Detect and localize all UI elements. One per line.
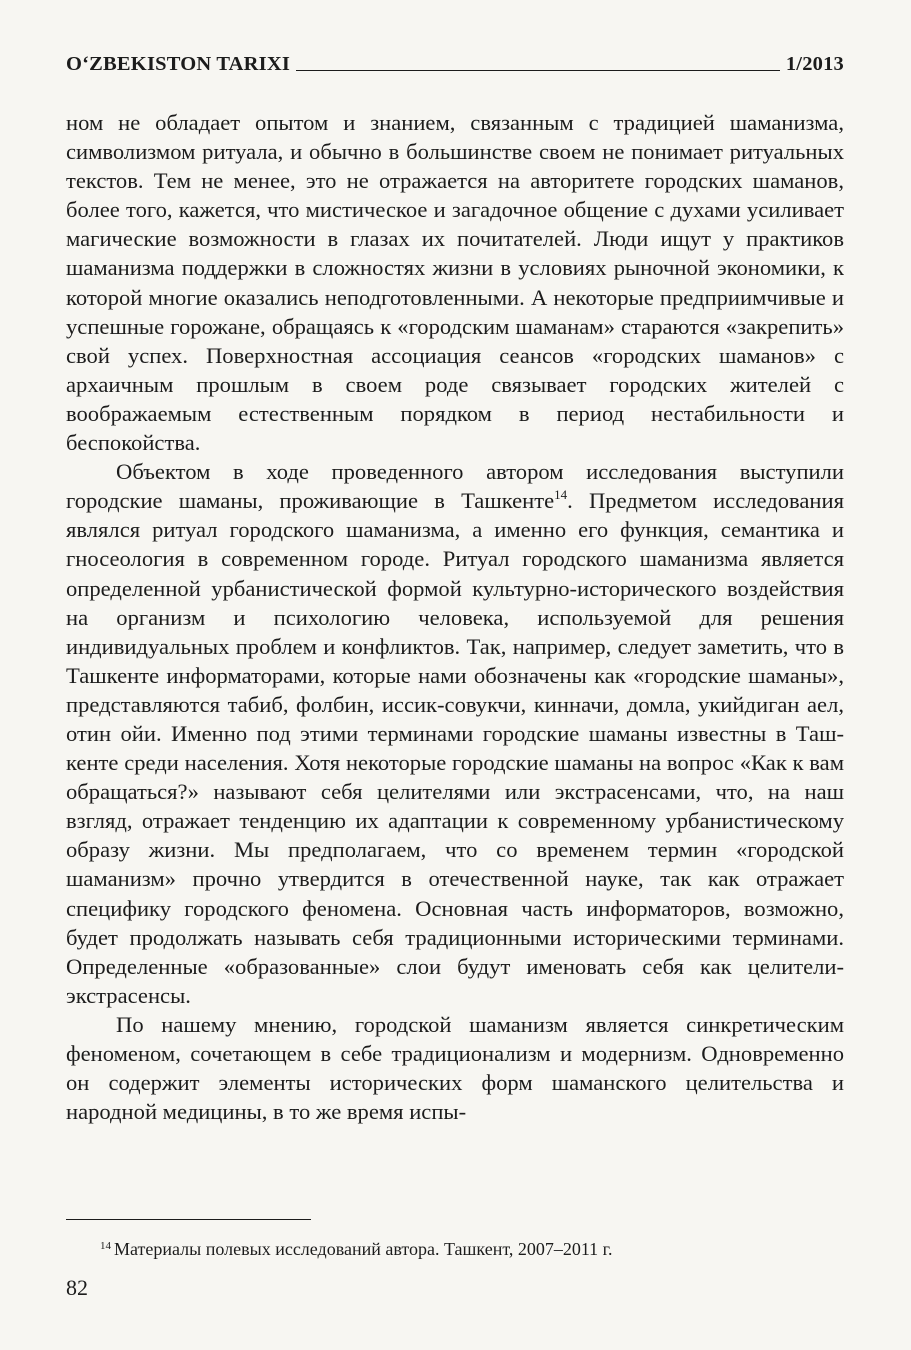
paragraph: ном не обладает опытом и знанием, связанным с традицией шаманизма, символизмом ритуала, и обычно в большинстве своем не понимает ритуальных текстов. Тем не менее, это не отражается на авторитете городских шаманов, более того, кажется, что мистическое и загадочное общение с духами усиливает магические возможности в глазах их почитателей. Люди ищут у практиков шаманизма поддержки в сложностях жизни в условиях рыночной экономики, к которой многие оказались неподготовленными. А некоторые предприимчивые и успешные горожане, обращаясь к «городским шаманам» стараются «закрепить» свой успех. Поверхностная ассоциация сеансов «городских шаманов» с архаичным прошлым в своем роде связывает городских жителей с воображаемым естественным порядком в период нестабильности и беспокойства. bbox=[66, 110, 844, 456]
footnote-separator bbox=[66, 1219, 311, 1220]
paragraph-with-footnote-ref bbox=[66, 457, 844, 1010]
article-body bbox=[66, 108, 844, 1126]
issue-number: 1/2013 bbox=[785, 53, 844, 75]
footnote bbox=[100, 1234, 844, 1261]
running-header bbox=[66, 46, 844, 76]
journal-title: O‘ZBEKISTON TARIXI bbox=[66, 53, 291, 75]
paragraph: По нашему мнению, городской шаманизм является синкретическим феноменом, сочетающем в себе традиционализм и модернизм. Одновременно он содержит элементы исторических форм шаманского целительства и народной медицины, в то же время испы- bbox=[66, 1011, 844, 1125]
paragraph-text-before-ref: Объектом в ходе проведенного автором исследования выступили городские шаманы, проживающие в Ташкенте bbox=[66, 459, 844, 514]
page-number: 82 bbox=[66, 1275, 88, 1300]
footnote-number: 14 bbox=[100, 1240, 111, 1252]
header-rule bbox=[296, 70, 780, 71]
footnote-reference[interactable]: 14 bbox=[554, 487, 568, 503]
footnote-text: Материалы полевых исследований автора. Ташкент, 2007–2011 г. bbox=[114, 1239, 613, 1259]
paragraph-text-after-ref: . Предметом исследования являлся ритуал городского шаманизма, а именно его функция, семантика и гносеология в современном городе. Ритуал городского шаманизма является определенной урбанистической формой культурно-исторического воздействия на организм и психологию человека, используемой для решения индивидуальных проблем и конфликтов. Так, например, следует заметить, что в Ташкенте информаторами, которые нами обозначены как «городские шаманы», представляются табиб, фолбин, иссик-совукчи, кинначи, домла, укийдиган аел, отин ойи. Именно под этими терминами городские шаманы известны в Ташкенте среди населения. Хотя некоторые городские шаманы на вопрос «Как к вам обращаться?» называют себя целителями или экстрасенсами, что, на наш взгляд, отражает тенденцию их адаптации к современному урбанистическому образу жизни. Мы предполагаем, что со временем термин «городской шаманизм» прочно утвердится в отечественной науке, так как отражает специфику городского феномена. Основная часть информаторов, возможно, будет продолжать называть себя традиционными историческими терминами. Определенные «образованные» слои будут именовать себя как целители-экстрасенсы. bbox=[66, 488, 844, 1008]
